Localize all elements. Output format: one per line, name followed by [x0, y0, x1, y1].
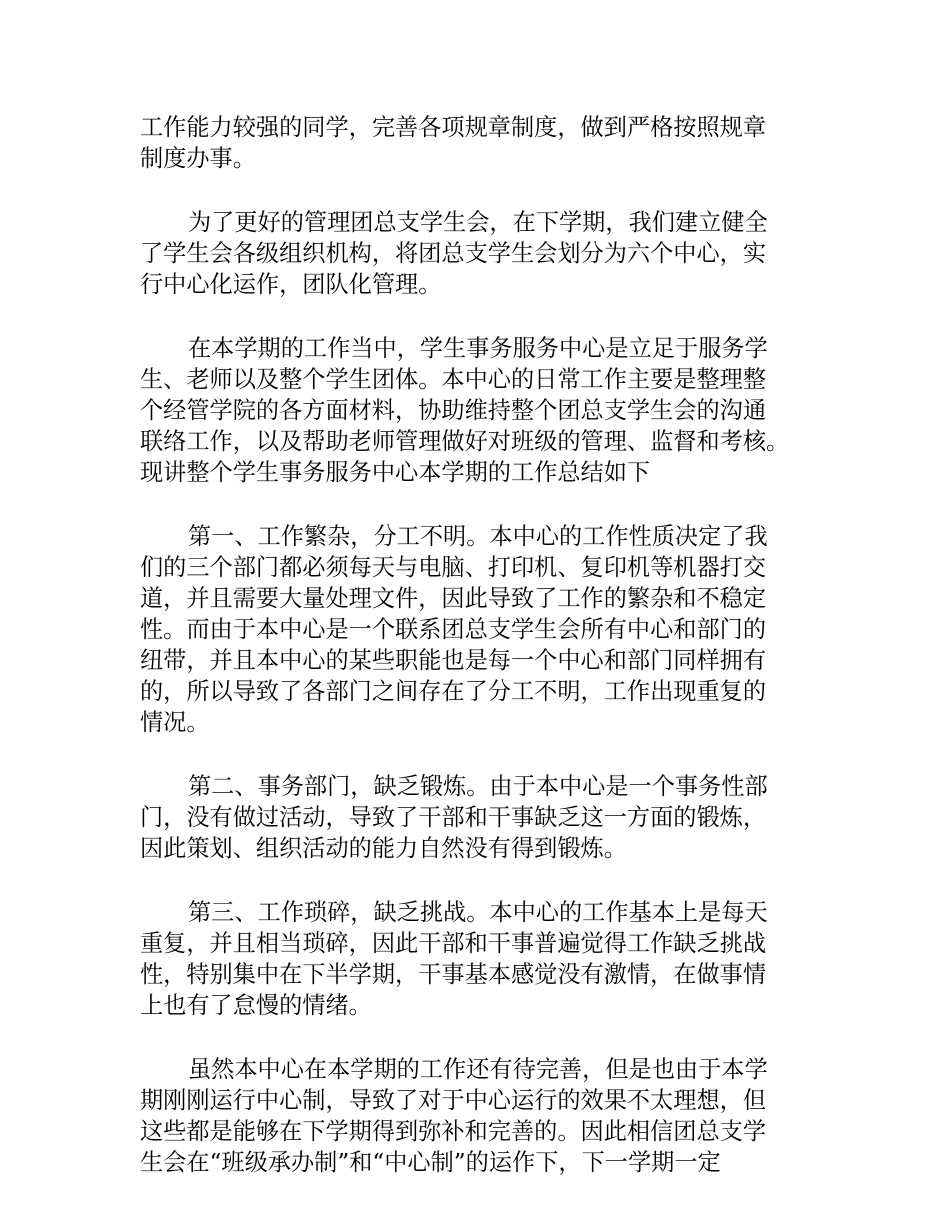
text-line: 制度办事。: [140, 145, 256, 172]
text-line: 情况。: [140, 709, 210, 736]
paragraph: [140, 771, 820, 864]
paragraph: [140, 112, 820, 174]
text-line: 第一、工作繁杂，分工不明。本中心的工作性质决定了我: [188, 523, 768, 550]
document-page: [140, 112, 820, 1211]
text-line: 为了更好的管理团总支学生会，在下学期，我们建立健全: [188, 209, 768, 236]
text-line: 虽然本中心在本学期的工作还有待完善，但是也由于本学: [188, 1056, 768, 1083]
text-line: 第二、事务部门，缺乏锻炼。由于本中心是一个事务性部: [188, 773, 768, 800]
text-line: 道，并且需要大量处理文件，因此导致了工作的繁杂和不稳定: [140, 585, 767, 612]
text-line: 行中心化运作，团队化管理。: [140, 271, 442, 298]
text-line: 的，所以导致了各部门之间存在了分工不明，工作出现重复的: [140, 678, 767, 705]
text-line: 因此策划、组织活动的能力自然没有得到锻炼。: [140, 835, 627, 862]
text-line: 期刚刚运行中心制，导致了对于中心运行的效果不太理想，但: [140, 1087, 767, 1114]
text-line: 第三、工作琐碎，缺乏挑战。本中心的工作基本上是每天: [188, 899, 768, 926]
text-line: 生会在“班级承办制”和“中心制”的运作下，下一学期一定: [140, 1149, 721, 1176]
paragraph: [140, 207, 820, 300]
text-line: 性，特别集中在下半学期，干事基本感觉没有激情，在做事情: [140, 961, 767, 988]
text-line: 性。而由于本中心是一个联系团总支学生会所有中心和部门的: [140, 616, 767, 643]
text-line: 上也有了怠慢的情绪。: [140, 992, 372, 1019]
text-line: 们的三个部门都必须每天与电脑、打印机、复印机等机器打交: [140, 554, 767, 581]
text-line: 个经管学院的各方面材料，协助维持整个团总支学生会的沟通: [140, 397, 767, 424]
text-line: 门，没有做过活动，导致了干部和干事缺乏这一方面的锻炼，: [140, 804, 767, 831]
text-line: 纽带，并且本中心的某些职能也是每一个中心和部门同样拥有: [140, 647, 767, 674]
text-line: 生、老师以及整个学生团体。本中心的日常工作主要是整理整: [140, 366, 767, 393]
text-line: 工作能力较强的同学，完善各项规章制度，做到严格按照规章: [140, 114, 767, 141]
text-line: 联络工作，以及帮助老师管理做好对班级的管理、监督和考核。: [140, 428, 790, 455]
paragraph: [140, 1054, 820, 1178]
text-line: 了学生会各级组织机构，将团总支学生会划分为六个中心，实: [140, 240, 767, 267]
paragraph: [140, 897, 820, 1021]
text-line: 重复，并且相当琐碎，因此干部和干事普遍觉得工作缺乏挑战: [140, 930, 767, 957]
paragraph: [140, 333, 820, 488]
text-line: 现讲整个学生事务服务中心本学期的工作总结如下: [140, 459, 651, 486]
paragraph: [140, 521, 820, 738]
text-line: 在本学期的工作当中，学生事务服务中心是立足于服务学: [188, 335, 768, 362]
text-line: 这些都是能够在下学期得到弥补和完善的。因此相信团总支学: [140, 1118, 767, 1145]
